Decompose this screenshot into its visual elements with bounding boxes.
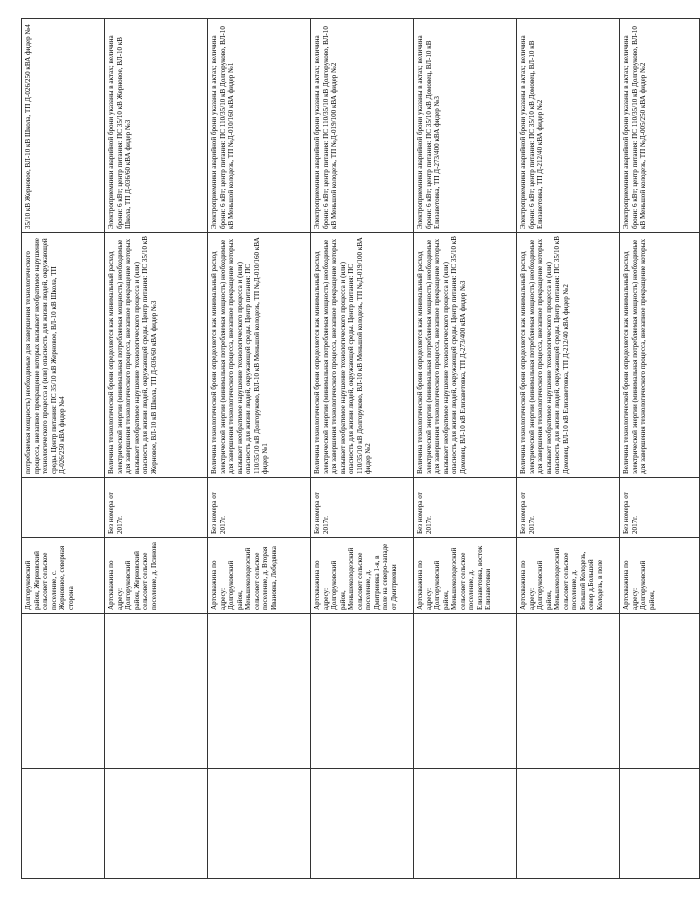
description-cell: Величина технологической брони определяется как минимальный расход электрической энергии (минимальная потребляемая мощность) необходимые для завершения технологического процесса, внезапное прекращение которых вызывает необратимое нарушение технологического процесса и (или) опасность для жизни людей, окружающей среды. Центр питания: ПС 35/10 кВ Домовец, ВЛ-10 кВ Елизаветовка, ТП Д-212/40 кВА фидер №2 (517, 233, 620, 478)
reservation-table (21, 18, 700, 879)
table-row (311, 19, 414, 879)
blank-cell (620, 769, 700, 879)
description-cell: Величина технологической брони определяется как минимальный расход электрической энергии (минимальная потребляемая мощность) необходимые для завершения технологического процесса, внезапное прекращение которых вызывает необратимое нарушение технологического процесса и (или) опасность для жизни людей, окружающей среды. Центр питания: ПС 35/10 кВ Жерновое, ВЛ-10 кВ Школа, ТП Д-036/60 кВА фидер №3 (105, 233, 208, 478)
address-cell: Артскважина по адресу: Долгоруковский район, (620, 538, 700, 614)
blank-cell (22, 769, 105, 879)
blank-cell (22, 614, 105, 769)
description-cell: Величина технологической брони определяется как минимальный расход электрической энергии (минимальная потребляемая мощность) необходимые для завершения технологического процесса, внезапное прекращение которых вызывает необратимое нарушение технологического процесса и (или) опасность для жизни людей, окружающей среды. Центр питания: ПС 35/10 кВ Домовец, ВЛ-10 кВ Елизаветовка, ТП Д-273/400 кВА фидер №3 (414, 233, 517, 478)
description-cell: Величина технологической брони определяется как минимальный расход электрической энергии (минимальная потребляемая мощность) необходимые для завершения технологического процесса, внезапное прекращение которых вызывает необратимое нарушение технологического процесса и (или) опасность для жизни людей, окружающей среды. Центр питания: ПС 110/35/10 кВ Долгоруково, ВЛ-10 кВ Меньшой колодезь, ТП №Д-019/100 кВА фидер №2 (311, 233, 414, 478)
blank-cell (517, 614, 620, 769)
blank-cell (620, 614, 700, 769)
system-cell: 35/10 кВ Жерновое, ВЛ-10 кВ Школа, ТП Д-026/250 кВА фидер №4 (22, 19, 105, 233)
description-cell: потребляемая мощность) необходимые для завершения технологического процесса, внезапное прекращение которых вызывает необратимое нарушение технологического процесса и (или) опасность для жизни людей, окружающей среды. Центр питания: ПС 35/10 кВ Жерновое, ВЛ-10 кВ Школа, ТП Д-026/250 кВА фидер №4 (22, 233, 105, 478)
rotated-page (21, 19, 656, 879)
document-date-cell (22, 478, 105, 538)
system-cell: Электроприемники аварийной брони указаны в актах; величина брони: 6 кВт; центр питания: ПС 110/35/10 кВ Долгоруково, ВЛ-10 кВ Меньшой колодезь, ТП №Д-005/250 кВА фидер №2 (620, 19, 700, 233)
address-cell: Артскважина по адресу: Долгоруковский район, Меньшеколодезский сельсовет сельское поселение, д. Дмитриевка 1-я, в поле на северо-западе от Дмитриевки (311, 538, 414, 614)
document-date-cell: Без номера от 2017г. (311, 478, 414, 538)
address-cell: Артскважина по адресу: Долгоруковский район, Меньшеколодезский сельсовет сельское поселение, д. Большой Колодезь, север д.Большой Колодезь, в поле (517, 538, 620, 614)
blank-cell (517, 769, 620, 879)
document-date-cell: Без номера от 2017г. (517, 478, 620, 538)
blank-cell (208, 769, 311, 879)
blank-cell (105, 769, 208, 879)
blank-cell (208, 614, 311, 769)
address-cell: Артскважина по адресу: Долгоруковский район, Жерновский сельсовет сельское поселение, д. Псинова (105, 538, 208, 614)
system-cell: Электроприемники аварийной брони указаны в актах; величина брони: 6 кВт; центр питания: ПС 35/10 кВ Домовец, ВЛ-10 кВ Елизаветовка, ТП Д-212/40 кВА фидер №2 (517, 19, 620, 233)
blank-cell (414, 614, 517, 769)
blank-cell (311, 614, 414, 769)
table-row (620, 19, 700, 879)
table-row (517, 19, 620, 879)
system-cell: Электроприемники аварийной брони указаны в актах; величина брони: 6 кВт; центр питания: ПС 110/35/10 кВ Долгоруково, ВЛ-10 кВ Меньшой колодезь, ТП №Д-019/100 кВА фидер №2 (311, 19, 414, 233)
address-cell: Артскважина по адресу: Долгоруковский район, Меньшеколодезский сельсовет сельское поселение, д. Вторая Ивановка, Лебедянка (208, 538, 311, 614)
blank-cell (311, 769, 414, 879)
document-date-cell: Без номера от 2017г. (620, 478, 700, 538)
description-cell: Величина технологической брони определяется как минимальный расход электрической энергии (минимальная потребляемая мощность) необходимые для завершения технологического процесса, внезапное прекращение которых вызывает необратимое нарушение технологического процесса и (или) опасность для жизни людей, окружающей среды. Центр питания: ПС 110/35/10 кВ Долгоруково, ВЛ-10 кВ Меньшой колодезь, ТП №Д-010/160 кВА фидер №1 (208, 233, 311, 478)
document-date-cell: Без номера от 2017г. (414, 478, 517, 538)
system-cell: Электроприемники аварийной брони указаны в актах; величина брони: 6 кВт; центр питания: ПС 35/10 кВ Домовец, ВЛ-10 кВ Елизаветовка, ТП Д-273/400 кВА фидер №3 (414, 19, 517, 233)
system-cell: Электроприемники аварийной брони указаны в актах; величина брони: 6 кВт; центр питания: ПС 110/35/10 кВ Долгоруково, ВЛ-10 кВ Меньшой колодезь, ТП №Д-010/160 кВА фидер №1 (208, 19, 311, 233)
system-cell: Электроприемники аварийной брони указаны в актах; величина брони: 6 кВт; центр питания: ПС 35/10 кВ Жерновое, ВЛ-10 кВ Школа, ТП Д-036/60 кВА фидер №3 (105, 19, 208, 233)
blank-cell (414, 769, 517, 879)
document-date-cell: Без номера от 2017г. (208, 478, 311, 538)
address-cell: Долгоруковский район, Жерновский сельсовет сельское поселение, с. Жерновное, северная сторона (22, 538, 105, 614)
description-cell: Величина технологической брони определяется как минимальный расход электрической энергии (минимальная потребляемая мощность) необходимые для завершения технологического процесса, внезапное прекращение которых (620, 233, 700, 478)
table-row (208, 19, 311, 879)
address-cell: Артскважина по адресу: Долгоруковский район, Меньшеколодезский сельсовет сельское поселение, д. Елизаветовка, восток Елизаветовки (414, 538, 517, 614)
table-row (105, 19, 208, 879)
document-date-cell: Без номера от 2017г. (105, 478, 208, 538)
table-row (22, 19, 105, 879)
table-row (414, 19, 517, 879)
blank-cell (105, 614, 208, 769)
